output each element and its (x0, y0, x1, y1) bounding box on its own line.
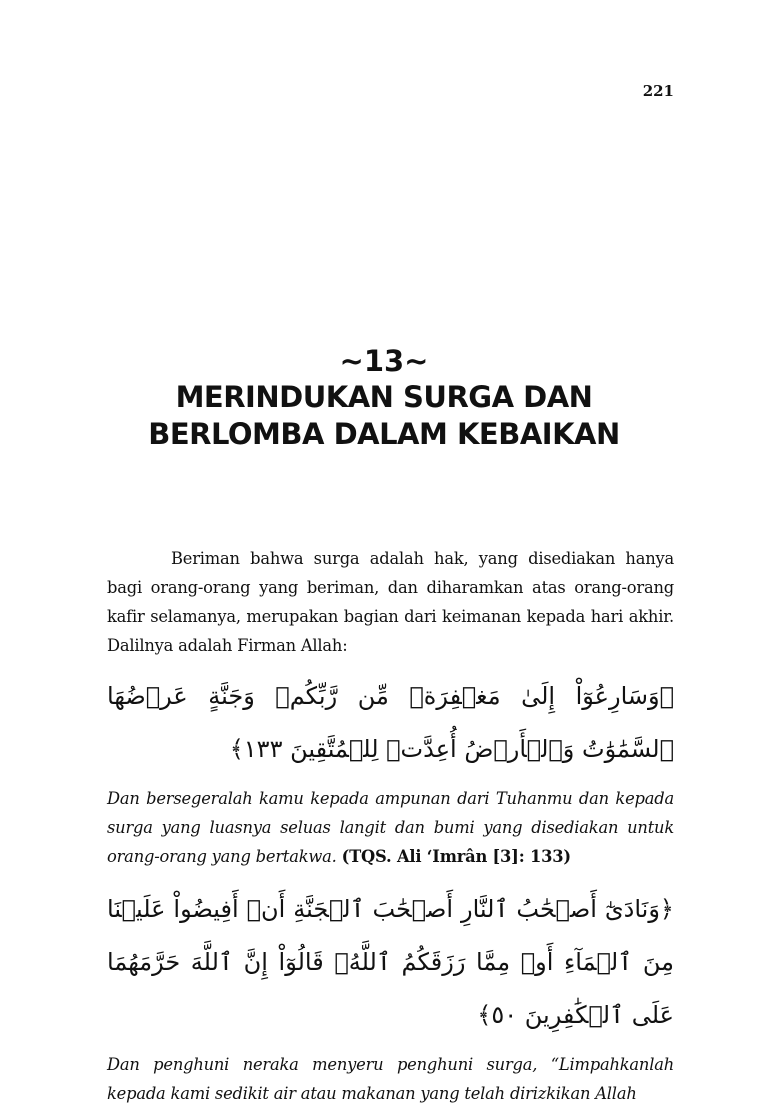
chapter-title-line-1: MERINDUKAN SURGA DAN (175, 380, 593, 414)
intro-paragraph: Beriman bahwa surga adalah hak, yang disediakan hanya bagi orang-orang yang beriman, dan diharamkan atas orang-orang kafir selamanya, merupakan bagian dari keimanan kepada hari akhir. Dalilnya adalah Firman Allah: (107, 549, 674, 655)
chapter-number: ~13~ (339, 344, 429, 378)
verse-translation (107, 784, 674, 871)
quran-verse-arabic: ﴿وَسَارِعُوٓاْ إِلَىٰ مَغۡفِرَةٖ مِّن رَّبِّكُمۡ وَجَنَّةٍ عَرۡضُهَا ٱلسَّمَٰوَٰتُ وَٱلۡأَرۡضُ أُعِدَّتۡ لِلۡمُتَّقِينَ ١٣٣﴾ (107, 682, 674, 763)
page-number: 221 (642, 82, 674, 100)
verse-reference: (TQS. Ali ‘Imrân [3]: 133) (341, 847, 571, 866)
verse-translation-text: Dan bersegeralah kamu kepada ampunan dari Tuhanmu dan kepada surga yang luasnya seluas langit dan bumi yang disediakan untuk orang-orang yang bertakwa. (107, 789, 674, 866)
verse-translation-2: Dan penghuni neraka menyeru penghuni surga, “Limpahkanlah kepada kami sedikit air atau makanan yang telah dirizkikan Allah (107, 1055, 674, 1103)
body-text (107, 544, 674, 1108)
chapter-heading (0, 343, 768, 453)
chapter-title-line-2: BERLOMBA DALAM KEBAIKAN (148, 417, 620, 451)
quran-verse-arabic-2: ﴿وَنَادَىٰٓ أَصۡحَٰبُ ٱلنَّارِ أَصۡحَٰبَ ٱلۡجَنَّةِ أَنۡ أَفِيضُواْ عَلَيۡنَا مِنَ ٱلۡمَآءِ أَوۡ مِمَّا رَزَقَكُمُ ٱللَّهُۚ قَالُوٓاْ إِنَّ ٱللَّهَ حَرَّمَهُمَا عَلَى ٱلۡكَٰفِرِينَ ٥٠﴾ (107, 895, 674, 1029)
